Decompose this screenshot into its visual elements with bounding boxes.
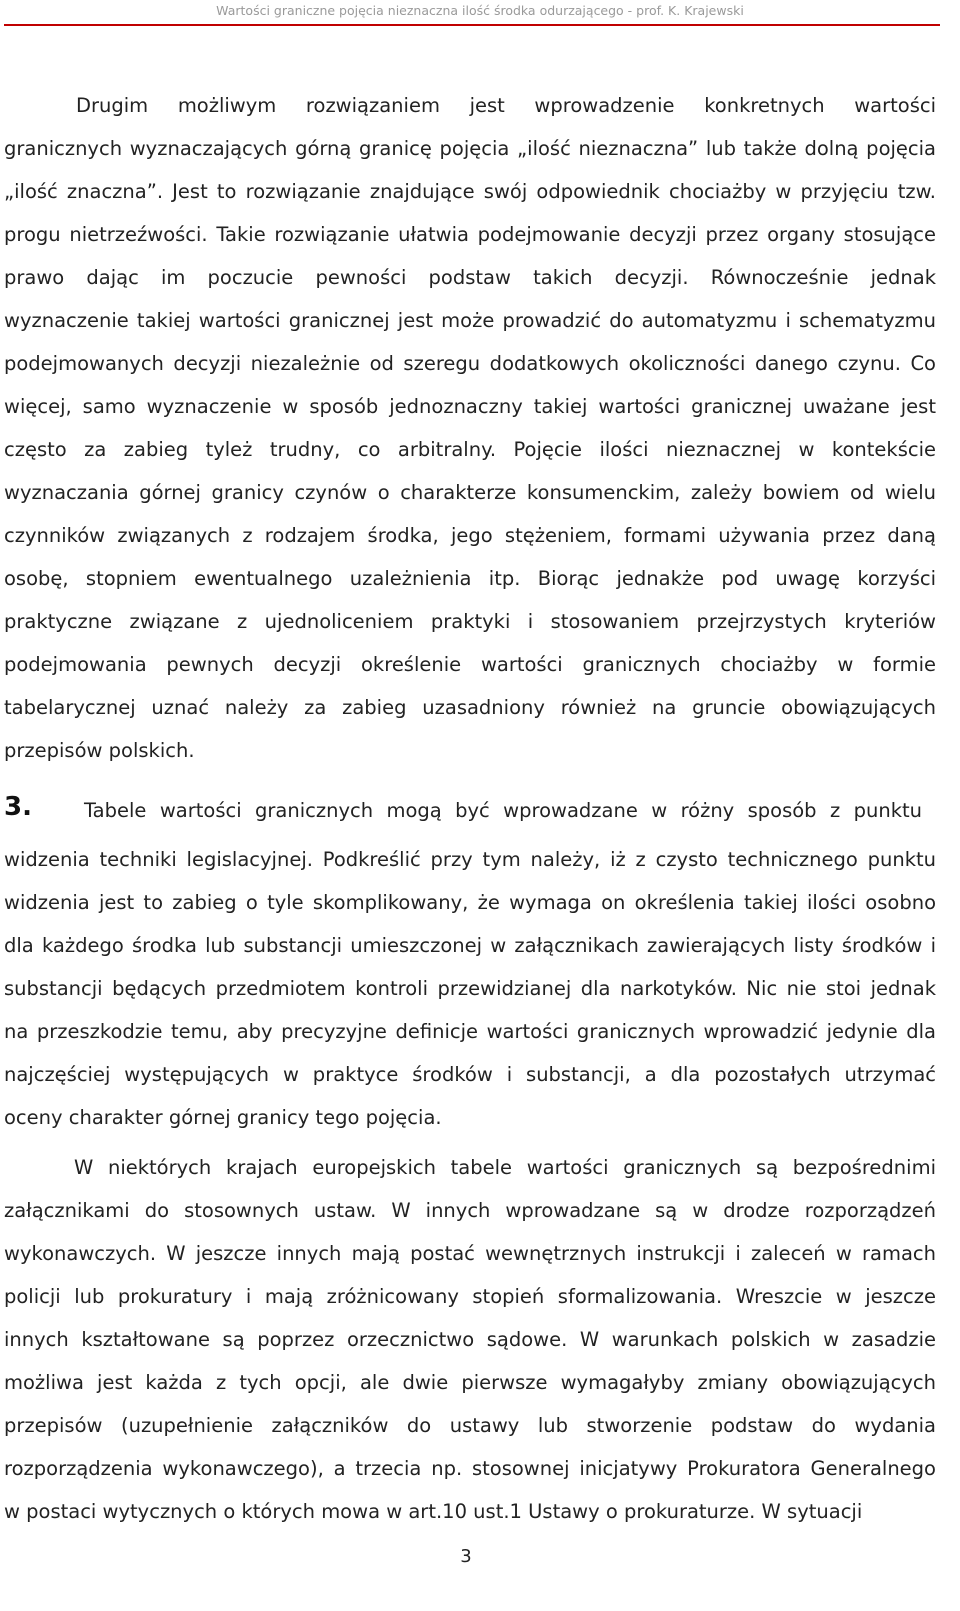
text-line: tabelarycznej uznać należy za zabieg uzasadniony również na gruncie obowiązujących xyxy=(4,696,936,719)
text-line: granicznych wyznaczających górną granicę pojęcia „ilość nieznaczna” lub także dolną pojęcia xyxy=(4,137,936,160)
text-line: rozporządzenia wykonawczego), a trzecia np. stosownej inicjatywy Prokuratora Generalnego xyxy=(4,1457,936,1480)
text-line: podejmowania pewnych decyzji określenie wartości granicznych chociażby w formie xyxy=(4,653,936,676)
text-line: w postaci wytycznych o których mowa w art.10 ust.1 Ustawy o prokuraturze. W sytuacji xyxy=(4,1500,863,1523)
text-line: W niektórych krajach europejskich tabele wartości granicznych są bezpośrednimi xyxy=(74,1156,936,1179)
text-line: prawo dając im poczucie pewności podstaw takich decyzji. Równocześnie jednak xyxy=(4,266,936,289)
section-first-line: Tabele wartości granicznych mogą być wprowadzane w różny sposób z punktu xyxy=(84,799,922,822)
text-line: substancji będących przedmiotem kontroli przewidzianej dla narkotyków. Nic nie stoi jednak xyxy=(4,977,936,1000)
text-line: załącznikami do stosownych ustaw. W innych wprowadzane są w drodze rozporządzeń xyxy=(4,1199,936,1222)
text-line: wykonawczych. W jeszcze innych mają postać wewnętrznych instrukcji i zaleceń w ramach xyxy=(4,1242,936,1265)
text-line: najczęściej występujących w praktyce środków i substancji, a dla pozostałych utrzymać xyxy=(4,1063,936,1086)
page-number: 3 xyxy=(460,1546,472,1567)
text-line: wyznaczania górnej granicy czynów o charakterze konsumenckim, zależy bowiem od wielu xyxy=(4,481,936,504)
text-line: podejmowanych decyzji niezależnie od szeregu dodatkowych okoliczności danego czynu. Co xyxy=(4,352,936,375)
text-line: wyznaczenie takiej wartości granicznej jest może prowadzić do automatyzmu i schematyzmu xyxy=(4,309,936,332)
text-line: przepisów polskich. xyxy=(4,739,195,762)
text-line: policji lub prokuratury i mają zróżnicowany stopień sformalizowania. Wreszcie w jeszcze xyxy=(4,1285,936,1308)
text-line: praktyczne związane z ujednoliceniem praktyki i stosowaniem przejrzystych kryteriów xyxy=(4,610,936,633)
text-line: widzenia jest to zabieg o tyle skomplikowany, że wymaga on określenia takiej ilości osobno xyxy=(4,891,936,914)
text-line: często za zabieg tyleż trudny, co arbitralny. Pojęcie ilości nieznacznej w kontekście xyxy=(4,438,936,461)
text-line: innych kształtowane są poprzez orzecznictwo sądowe. W warunkach polskich w zasadzie xyxy=(4,1328,936,1351)
header-divider xyxy=(4,24,940,26)
text-line: progu nietrzeźwości. Takie rozwiązanie ułatwia podejmowanie decyzji przez organy stosujące xyxy=(4,223,936,246)
text-line: czynników związanych z rodzajem środka, jego stężeniem, formami używania przez daną xyxy=(4,524,936,547)
text-line: więcej, samo wyznaczenie w sposób jednoznaczny takiej wartości granicznej uważane jest xyxy=(4,395,936,418)
text-line: „ilość znaczna”. Jest to rozwiązanie znajdujące swój odpowiednik chociażby w przyjęciu tzw. xyxy=(4,180,936,203)
text-line: możliwa jest każda z tych opcji, ale dwie pierwsze wymagałyby zmiany obowiązujących xyxy=(4,1371,936,1394)
text-line: Drugim możliwym rozwiązaniem jest wprowadzenie konkretnych wartości xyxy=(76,94,936,117)
text-line: przepisów (uzupełnienie załączników do ustawy lub stworzenie podstaw do wydania xyxy=(4,1414,936,1437)
text-line: oceny charakter górnej granicy tego pojęcia. xyxy=(4,1106,442,1129)
text-line: dla każdego środka lub substancji umieszczonej w załącznikach zawierających listy środków i xyxy=(4,934,936,957)
section-number: 3. xyxy=(4,792,32,822)
text-line: widzenia techniki legislacyjnej. Podkreślić przy tym należy, iż z czysto technicznego punktu xyxy=(4,848,936,871)
running-header: Wartości graniczne pojęcia nieznaczna ilość środka odurzającego - prof. K. Krajewski xyxy=(216,3,744,18)
text-line: na przeszkodzie temu, aby precyzyjne definicje wartości granicznych wprowadzić jedynie dla xyxy=(4,1020,936,1043)
text-line: osobę, stopniem ewentualnego uzależnienia itp. Biorąc jednakże pod uwagę korzyści xyxy=(4,567,936,590)
